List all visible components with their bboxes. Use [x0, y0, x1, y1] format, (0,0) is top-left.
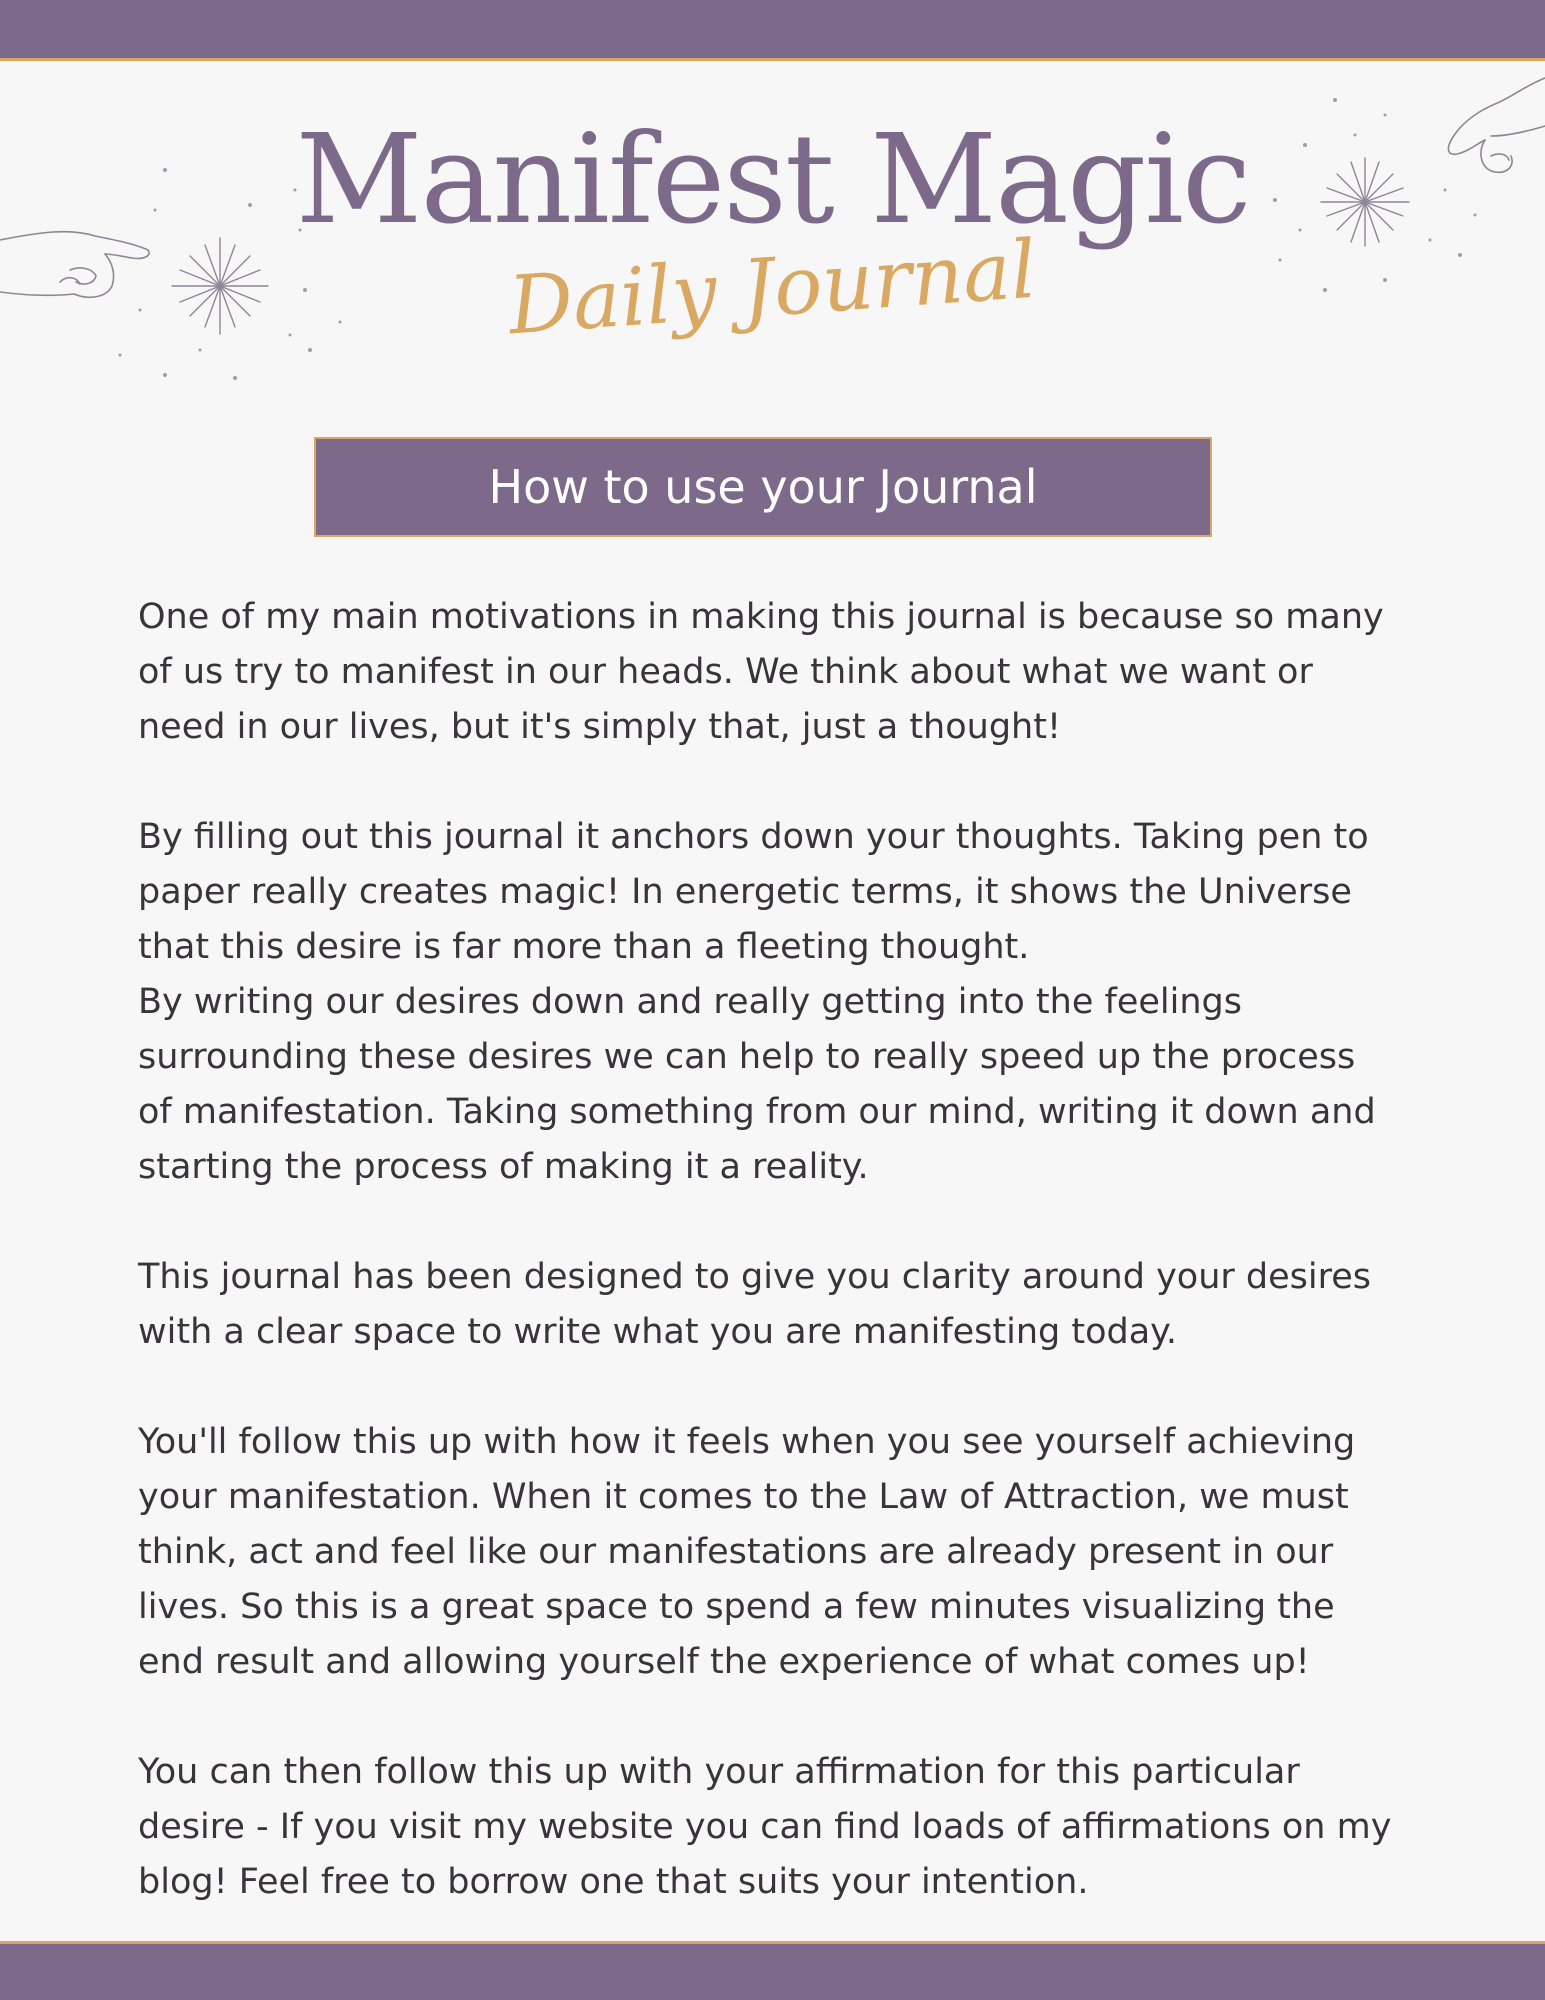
bottom-border-band — [0, 1941, 1545, 2000]
instructions-body — [138, 590, 1398, 1910]
paragraph: You can then follow this up with your affirmation for this particular desire - If you visit my website you can find loads of affirmations on my blog! Feel free to borrow one that suits your intention. — [138, 1752, 1392, 1902]
page-subtitle: Daily Journal — [505, 222, 1040, 353]
paragraph: You'll follow this up with how it feels when you see yourself achieving your manifestation. When it comes to the Law of Attraction, we must think, act and feel like our manifestations are already present in our lives. So this is a great space to spend a few minutes visualizing the end result and allowing yourself the experience of what comes up! — [138, 1422, 1356, 1682]
paragraph: By filling out this journal it anchors down your thoughts. Taking pen to paper really creates magic! In energetic terms, it shows the Universe that this desire is far more than a fleeting thought. — [138, 817, 1369, 967]
section-heading: How to use your Journal — [488, 460, 1038, 514]
paragraph: One of my main motivations in making this journal is because so many of us try to manifest in our heads. We think about what we want or need in our lives, but it's simply that, just a thought! — [138, 597, 1384, 747]
top-border-band — [0, 0, 1545, 61]
section-banner — [314, 437, 1212, 537]
page-title: Manifest Magic — [295, 108, 1250, 252]
paragraph: This journal has been designed to give you clarity around your desires with a clear space to write what you are manifesting today. — [138, 1257, 1371, 1352]
paragraph: By writing our desires down and really getting into the feelings surrounding these desires we can help to really speed up the process of manifestation. Taking something from our mind, writing it down and starting the process of making it a reality. — [138, 982, 1376, 1187]
